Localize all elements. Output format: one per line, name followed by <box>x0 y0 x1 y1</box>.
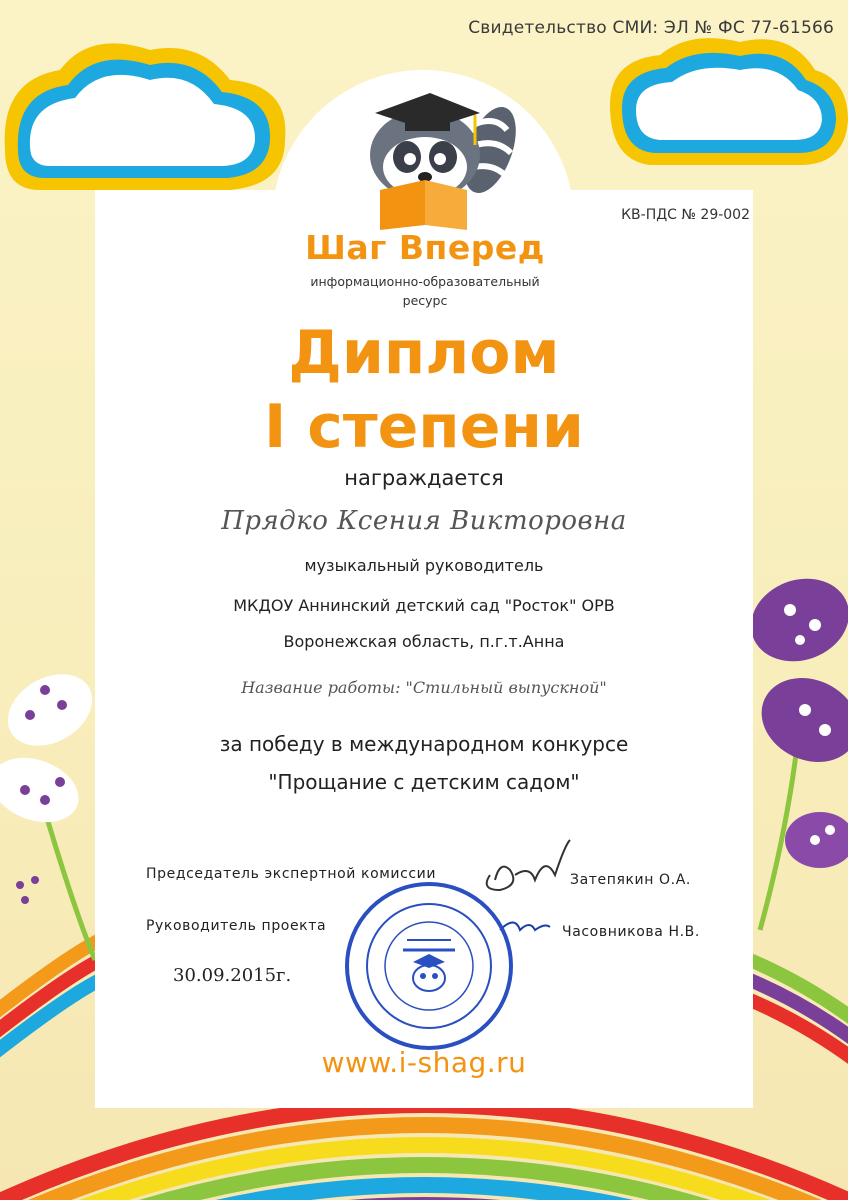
chair-name: Затепякин О.А. <box>570 872 691 888</box>
organization: МКДОУ Аннинский детский сад "Росток" ОРВ <box>233 596 615 615</box>
diploma-degree: I степени <box>264 392 584 462</box>
recipient-position: музыкальный руководитель <box>304 556 544 575</box>
achievement: за победу в международном конкурсе <box>219 732 629 756</box>
website-link[interactable]: www.i-shag.ru <box>321 1046 527 1079</box>
awarded-text: награждается <box>344 466 504 490</box>
cloud-left <box>5 43 286 190</box>
contest-name: "Прощание с детским садом" <box>268 770 580 794</box>
rainbow <box>0 1105 848 1200</box>
work-title: Название работы: "Стильный выпускной" <box>241 678 607 697</box>
chair-title: Председатель экспертной комиссии <box>146 866 437 882</box>
leader-name: Часовникова Н.В. <box>562 924 700 940</box>
flower-right <box>739 565 848 930</box>
media-certificate: Свидетельство СМИ: ЭЛ № ФС 77-61566 <box>468 18 834 38</box>
raccoon-graduate-icon <box>355 85 520 230</box>
recipient-name: Прядко Ксения Викторовна <box>221 506 627 536</box>
issue-date: 30.09.2015г. <box>173 965 292 986</box>
brand-name: Шаг Вперед <box>305 228 545 267</box>
diploma-title: Диплом <box>288 318 560 388</box>
flower-left <box>0 660 105 960</box>
region: Воронежская область, п.г.т.Анна <box>283 632 565 651</box>
round-stamp-icon <box>343 880 515 1052</box>
brand-subtitle: информационно-образовательный ресурс <box>310 274 540 308</box>
leader-title: Руководитель проекта <box>146 918 327 934</box>
cloud-right <box>610 38 848 165</box>
certificate-number: КВ-ПДС № 29-002 <box>621 207 750 223</box>
